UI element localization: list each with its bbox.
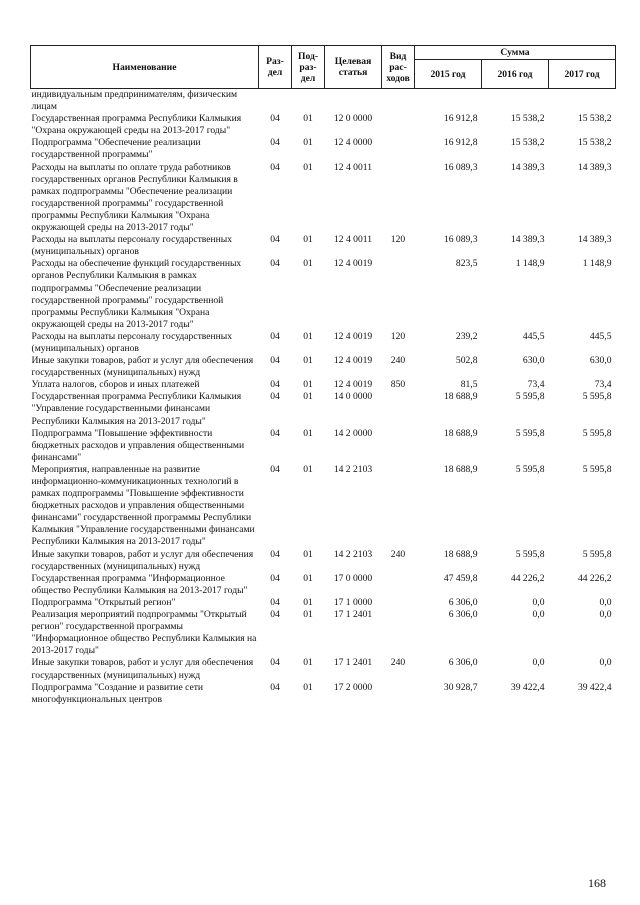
row-celevaya: 14 0 0000 [333,391,373,403]
header-2016: 2016 год [482,60,549,89]
table-row [31,549,616,573]
row-name: индивидуальным предпринимателям, физическим лицам [31,89,238,113]
row-2017: 73,4 [594,379,612,391]
row-name: Государственная программа Республики Калмыкия "Охрана окружающей среды на 2013-2017 годы" [31,113,242,137]
row-vid [382,89,415,114]
table-row [31,113,616,137]
row-podrazdel: 01 [303,379,313,391]
header-summa: Сумма [415,46,616,60]
table-row [31,355,616,379]
table-row [31,89,616,114]
row-razdel: 04 [270,572,280,584]
row-2017: 0,0 [599,609,612,621]
row-name: Подпрограмма "Обеспечение реализации государственной программы" [31,137,201,161]
table-row [31,234,616,258]
row-2017: 44 226,2 [577,572,612,584]
row-celevaya: 17 1 2401 [333,609,373,621]
row-name: Иные закупки товаров, работ и услуг для обеспечения государственных (муниципальных) нужд [31,657,254,681]
header-2017: 2017 год [549,60,616,89]
row-podrazdel: 01 [303,355,313,367]
row-vid [382,597,415,609]
row-celevaya: 12 0 0000 [333,113,373,125]
row-2015: 81,5 [460,379,478,391]
row-celevaya: 14 2 2103 [333,548,373,560]
row-vid: 240 [390,355,406,367]
row-razdel: 04 [270,330,280,342]
row-2016: 5 595,8 [515,463,545,475]
row-name: Иные закупки товаров, работ и услуг для обеспечения государственных (муниципальных) нужд [31,355,254,379]
row-2017: 5 595,8 [582,548,612,560]
row-name: Подпрограмма "Открытый регион" [31,596,176,608]
row-podrazdel: 01 [303,427,313,439]
row-celevaya: 12 4 0019 [333,379,373,391]
row-2016 [482,89,549,114]
row-name: Реализация мероприятий подпрограммы "Открытый регион" государственной программы "Информационное общество Республики Калмыкия на 2013-2017 годы" [31,609,257,657]
header-razdel: Раз- дел [259,46,292,89]
row-razdel: 04 [270,234,280,246]
row-vid [382,428,415,464]
row-razdel [259,89,292,114]
row-2015: 6 306,0 [448,609,478,621]
row-name: Расходы на выплаты по оплате труда работников государственных органов Республики Калмыкия в рамках подпрограммы "Обеспечение реализации государственной программы" государственной программы Республики Калмыкия "Охрана окружающей среды на 2013-2017 годы" [31,161,238,234]
row-2016: 14 389,3 [510,234,545,246]
row-celevaya: 17 0 0000 [333,572,373,584]
table-row [31,657,616,681]
row-celevaya [325,89,382,114]
table-header [31,46,616,89]
row-celevaya: 17 1 0000 [333,596,373,608]
header-vid: Вид рас- ходов [382,46,415,89]
row-podrazdel: 01 [303,609,313,621]
row-vid [382,162,415,235]
row-name: Расходы на обеспечение функций государственных органов Республики Калмыкия в рамках подпрограммы "Обеспечение реализации государственной программы" государственной программы Республики Калмыкия "Охрана окружающей среды на 2013-2017 годы" [31,258,242,330]
table-row [31,428,616,464]
table-row [31,258,616,331]
row-razdel: 04 [270,548,280,560]
row-2017 [549,89,616,114]
row-vid [382,609,415,657]
row-2017: 0,0 [599,596,612,608]
row-vid: 120 [390,330,406,342]
row-razdel: 04 [270,379,280,391]
row-2016: 39 422,4 [510,681,545,693]
row-2015: 47 459,8 [443,572,478,584]
row-razdel: 04 [270,391,280,403]
row-2017: 15 538,2 [577,113,612,125]
page-number: 168 [588,876,606,890]
row-name: Расходы на выплаты персоналу государственных (муниципальных) органов [31,234,233,258]
table-row [31,573,616,597]
row-vid: 240 [390,657,406,669]
row-2015: 16 912,8 [443,113,478,125]
row-2017: 14 389,3 [577,234,612,246]
row-2017: 15 538,2 [577,137,612,149]
row-2015 [415,89,482,114]
row-2015: 16 089,3 [443,161,478,173]
row-razdel: 04 [270,161,280,173]
row-razdel: 04 [270,596,280,608]
row-vid [382,258,415,331]
row-celevaya: 12 4 0019 [333,258,373,270]
row-razdel: 04 [270,681,280,693]
row-2017: 445,5 [589,330,612,342]
row-name: Расходы на выплаты персоналу государственных (муниципальных) органов [31,330,233,354]
row-2016: 0,0 [532,609,545,621]
row-2016: 15 538,2 [510,113,545,125]
row-name: Уплата налогов, сборов и иных платежей [31,379,200,391]
row-podrazdel: 01 [303,391,313,403]
row-podrazdel: 01 [303,137,313,149]
row-2016: 445,5 [522,330,545,342]
row-2016: 630,0 [522,355,545,367]
row-2016: 73,4 [527,379,545,391]
row-vid [382,682,415,706]
row-celevaya: 17 1 2401 [333,657,373,669]
row-vid [382,137,415,161]
row-vid [382,113,415,137]
row-podrazdel: 01 [303,657,313,669]
row-2016: 1 148,9 [515,258,545,270]
row-2016: 5 595,8 [515,548,545,560]
row-podrazdel: 01 [303,548,313,560]
table-row [31,137,616,161]
row-celevaya: 12 4 0011 [333,234,373,246]
table-row [31,464,616,549]
table-row [31,609,616,657]
table-row [31,391,616,427]
row-2015: 239,2 [455,330,478,342]
row-2017: 39 422,4 [577,681,612,693]
row-2016: 44 226,2 [510,572,545,584]
row-vid: 240 [390,548,406,560]
row-celevaya: 12 4 0000 [333,137,373,149]
row-celevaya: 12 4 0011 [333,161,373,173]
table-body [31,89,616,706]
row-vid: 120 [390,234,406,246]
row-2015: 16 912,8 [443,137,478,149]
row-2016: 0,0 [532,657,545,669]
row-2015: 18 688,9 [443,463,478,475]
row-name: Подпрограмма "Повышение эффективности бюджетных расходов и управления общественными финансами" [31,427,245,463]
row-razdel: 04 [270,463,280,475]
header-celevaya: Целевая статья [325,46,382,89]
row-2016: 15 538,2 [510,137,545,149]
row-name: Мероприятия, направленные на развитие информационно-коммуникационных технологий в рамках подпрограммы "Повышение эффективности бюджетных расходов и управления общественными финансами" государственной программы Республики Калмыкия "Управление государственными финансами Республики Калмыкия на 2013-2017 годы" [31,463,255,548]
row-razdel: 04 [270,258,280,270]
row-podrazdel: 01 [303,234,313,246]
row-razdel: 04 [270,355,280,367]
budget-page [30,45,615,706]
row-podrazdel: 01 [303,463,313,475]
row-2015: 502,8 [455,355,478,367]
table-row [31,162,616,235]
row-2017: 630,0 [589,355,612,367]
row-celevaya: 14 2 2103 [333,463,373,475]
row-name: Государственная программа Республики Калмыкия "Управление государственными финансами Республики Калмыкия на 2013-2017 годы" [31,391,242,427]
row-2017: 0,0 [599,657,612,669]
row-2016: 5 595,8 [515,427,545,439]
row-podrazdel: 01 [303,330,313,342]
row-celevaya: 12 4 0019 [333,355,373,367]
row-podrazdel: 01 [303,681,313,693]
row-2017: 14 389,3 [577,161,612,173]
table-row [31,682,616,706]
row-vid [382,464,415,549]
row-2015: 6 306,0 [448,657,478,669]
table-row [31,331,616,355]
row-2017: 5 595,8 [582,463,612,475]
row-podrazdel: 01 [303,113,313,125]
budget-table [30,45,616,706]
row-2015: 823,5 [455,258,478,270]
header-podrazdel: Под- раз- дел [292,46,325,89]
table-row [31,379,616,391]
row-vid [382,391,415,427]
row-2015: 6 306,0 [448,596,478,608]
row-2016: 5 595,8 [515,391,545,403]
row-razdel: 04 [270,609,280,621]
row-razdel: 04 [270,427,280,439]
row-razdel: 04 [270,113,280,125]
row-celevaya: 12 4 0019 [333,330,373,342]
row-vid: 850 [390,379,406,391]
row-celevaya: 17 2 0000 [333,681,373,693]
row-2015: 16 089,3 [443,234,478,246]
row-vid [382,573,415,597]
row-razdel: 04 [270,137,280,149]
header-2015: 2015 год [415,60,482,89]
row-2017: 1 148,9 [582,258,612,270]
row-2017: 5 595,8 [582,427,612,439]
row-podrazdel: 01 [303,258,313,270]
row-2016: 0,0 [532,596,545,608]
row-2017: 5 595,8 [582,391,612,403]
row-2016: 14 389,3 [510,161,545,173]
row-2015: 30 928,7 [443,681,478,693]
row-name: Государственная программа "Информационное общество Республики Калмыкия на 2013-2017 годы" [31,572,248,596]
row-celevaya: 14 2 0000 [333,427,373,439]
row-razdel: 04 [270,657,280,669]
row-2015: 18 688,9 [443,391,478,403]
row-podrazdel: 01 [303,161,313,173]
row-2015: 18 688,9 [443,548,478,560]
row-podrazdel [292,89,325,114]
row-podrazdel: 01 [303,596,313,608]
table-row [31,597,616,609]
row-name: Подпрограмма "Создание и развитие сети многофункциональных центров [31,681,204,705]
row-name: Иные закупки товаров, работ и услуг для обеспечения государственных (муниципальных) нужд [31,548,254,572]
row-2015: 18 688,9 [443,427,478,439]
row-podrazdel: 01 [303,572,313,584]
header-name: Наименование [31,46,259,89]
